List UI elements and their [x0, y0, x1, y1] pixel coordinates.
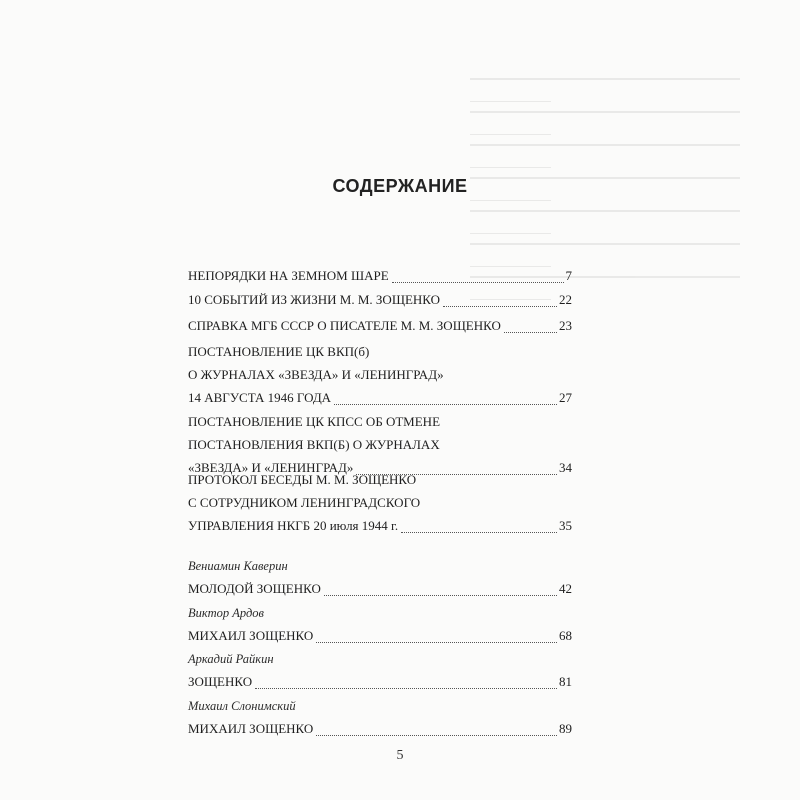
- dot-leader: [504, 332, 557, 333]
- toc-entry: [188, 555, 572, 600]
- toc-entry-last-line: [188, 717, 572, 740]
- toc-entry-title-line: 14 АВГУСТА 1946 ГОДА: [188, 390, 332, 405]
- toc-entry-title-line: МИХАИЛ ЗОЩЕНКО: [188, 721, 314, 736]
- toc-entry-last-line: [188, 386, 572, 409]
- toc-entry-last-line: [188, 288, 572, 311]
- toc-entry-title-line: НЕПОРЯДКИ НА ЗЕМНОМ ШАРЕ: [188, 268, 389, 283]
- toc-entry-title-line: СПРАВКА МГБ СССР О ПИСАТЕЛЕ М. М. ЗОЩЕНКО: [188, 318, 501, 333]
- toc-entry-author: Михаил Слонимский: [188, 699, 296, 713]
- toc-entry-title-line: МОЛОДОЙ ЗОЩЕНКО: [188, 581, 321, 596]
- toc-entry-last-line: [188, 514, 572, 537]
- toc-entry-author: Аркадий Райкин: [188, 652, 274, 666]
- dot-leader: [255, 688, 557, 689]
- dot-leader: [324, 595, 557, 596]
- toc-entry-page: 42: [559, 581, 572, 596]
- toc-entry-title-line: ПОСТАНОВЛЕНИЕ ЦК ВКП(б): [188, 344, 370, 359]
- dot-leader: [334, 404, 557, 405]
- dot-leader: [316, 642, 557, 643]
- toc-entry-title-line: «ЗВЕЗДА» И «ЛЕНИНГРАД»: [188, 460, 354, 475]
- toc-entry-page: 34: [559, 460, 572, 475]
- toc-entry-title-line: УПРАВЛЕНИЯ НКГБ 20 июля 1944 г.: [188, 518, 399, 533]
- toc-entry-page: 22: [559, 292, 572, 307]
- dot-leader: [401, 532, 557, 533]
- toc-entry-page: 81: [559, 674, 572, 689]
- toc-entry-title-line: ПРОТОКОЛ БЕСЕДЫ М. М. ЗОЩЕНКО: [188, 472, 417, 487]
- toc-entry-title-line: ПОСТАНОВЛЕНИЯ ВКП(Б) О ЖУРНАЛАХ: [188, 437, 440, 452]
- toc-entry-title-line: С СОТРУДНИКОМ ЛЕНИНГРАДСКОГО: [188, 495, 421, 510]
- toc-entry-last-line: [188, 577, 572, 600]
- toc-entry-page: 23: [559, 318, 572, 333]
- page-number: 5: [396, 748, 404, 763]
- toc-entry-last-line: [188, 624, 572, 647]
- toc-entry-last-line: [188, 314, 572, 337]
- toc-entry-last-line: [188, 670, 572, 693]
- toc-entry-title-line: ЗОЩЕНКО: [188, 674, 253, 689]
- toc-entry-title-line: МИХАИЛ ЗОЩЕНКО: [188, 628, 314, 643]
- toc-entry: [188, 648, 572, 693]
- toc-entry: [188, 340, 572, 409]
- toc-entry-page: 35: [559, 518, 572, 533]
- toc-entry-title-line: О ЖУРНАЛАХ «ЗВЕЗДА» И «ЛЕНИНГРАД»: [188, 367, 444, 382]
- toc-entry: [188, 602, 572, 647]
- toc-entry-title-line: 10 СОБЫТИЙ ИЗ ЖИЗНИ М. М. ЗОЩЕНКО: [188, 292, 441, 307]
- toc-entry: [188, 288, 572, 311]
- toc-entry-page: 89: [559, 721, 572, 736]
- toc-entry-page: 68: [559, 628, 572, 643]
- toc-entry-author: Вениамин Каверин: [188, 559, 288, 573]
- dot-leader: [443, 306, 557, 307]
- toc-entry-page: 7: [565, 268, 572, 283]
- toc-entry-page: 27: [559, 390, 572, 405]
- toc-entry-title-line: ПОСТАНОВЛЕНИЕ ЦК КПСС ОБ ОТМЕНЕ: [188, 414, 441, 429]
- toc-entry-last-line: [188, 264, 572, 287]
- toc-entry: [188, 695, 572, 740]
- table-of-contents: [188, 0, 572, 800]
- toc-entry: [188, 468, 572, 537]
- dot-leader: [316, 735, 557, 736]
- toc-entry: [188, 314, 572, 337]
- toc-entry-author: Виктор Ардов: [188, 606, 264, 620]
- contents-title: СОДЕРЖАНИЕ: [332, 176, 468, 196]
- toc-entry: [188, 264, 572, 287]
- dot-leader: [392, 282, 564, 283]
